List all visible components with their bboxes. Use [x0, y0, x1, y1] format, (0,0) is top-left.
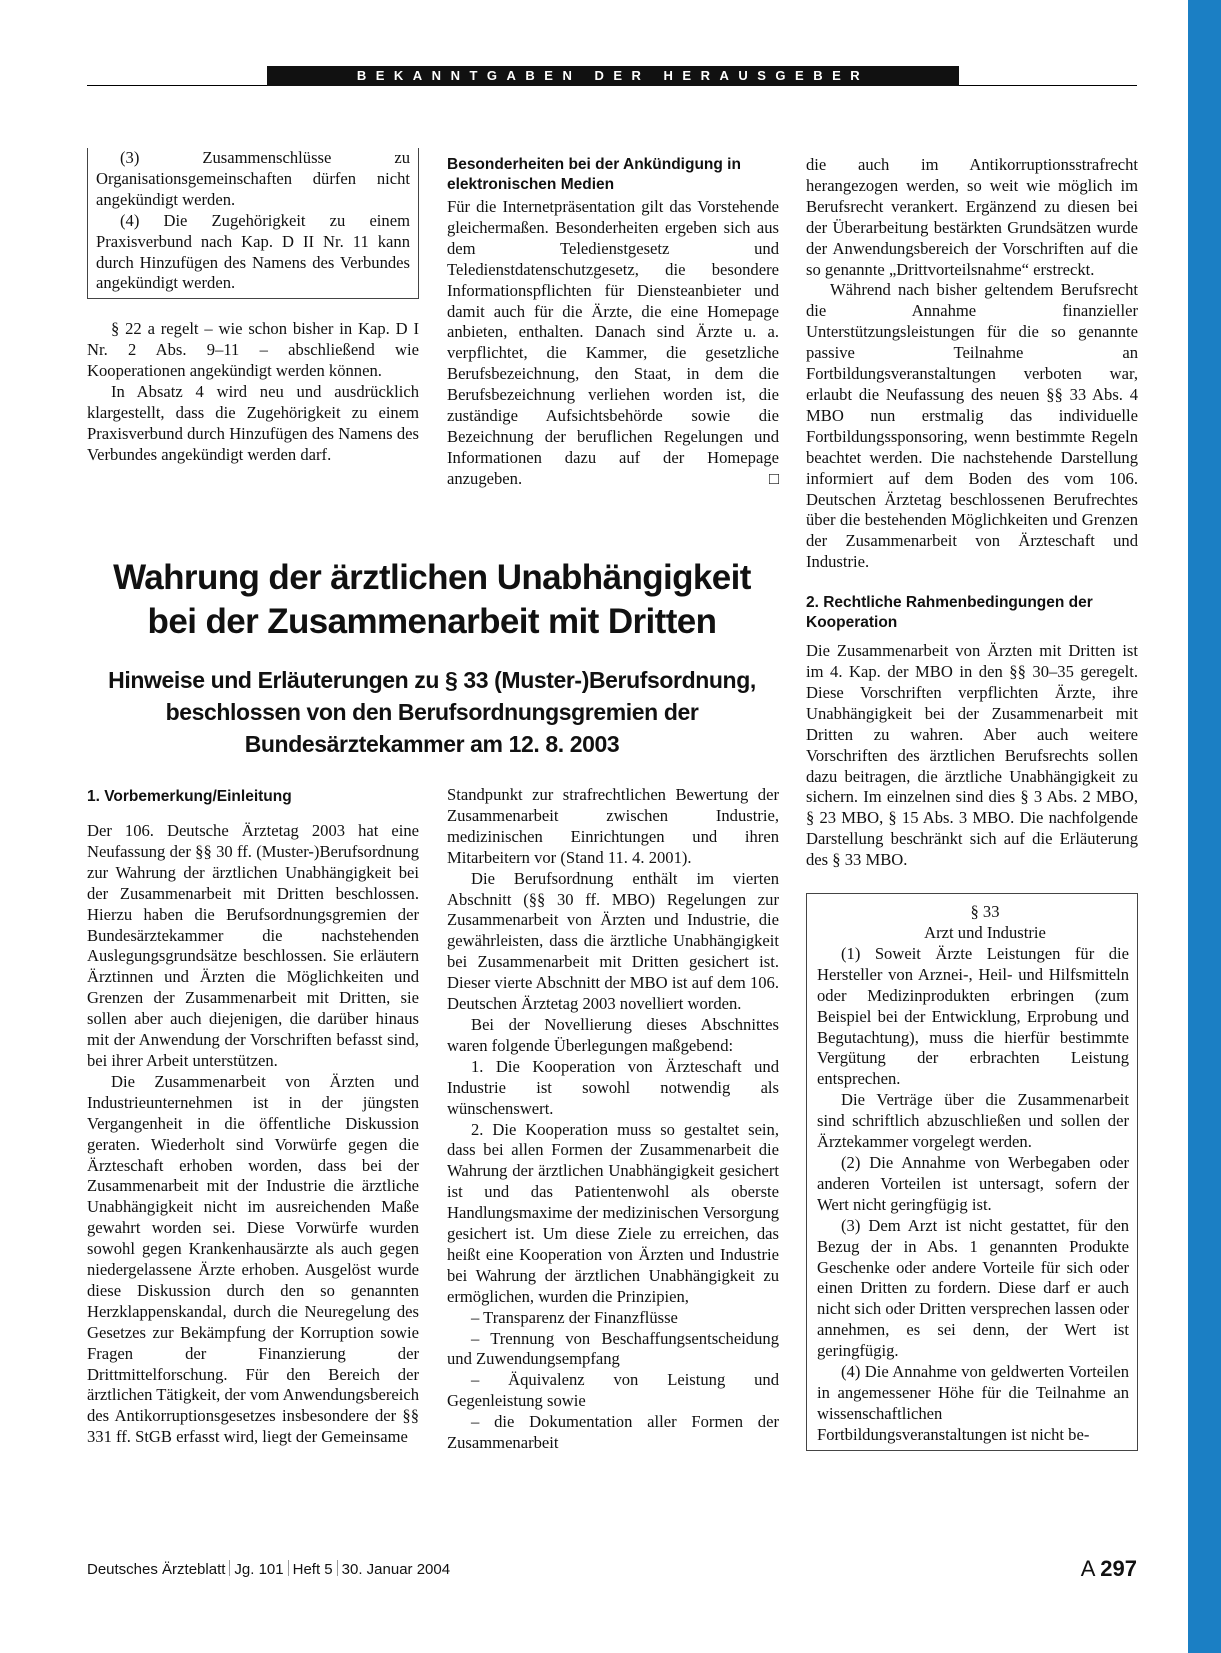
column-2 — [447, 785, 779, 1454]
body-paragraph: Der 106. Deutsche Ärztetag 2003 hat eine Neufassung der §§ 30 ff. (Muster-)Berufsordnung zur Wahrung der ärztlichen Unabhängigkeit bei der Zusammenarbeit mit Dritten beschlossen. Hierzu haben die Berufsordnungsgremien der Bundesärztekammer die nachstehenden Auslegungsgrundsätze beschlossen. Sie erläutern Ärztinnen und Ärzten die Möglichkeiten und Grenzen der Zusammenarbeit mit Dritten, sie sollen aber auch diejenigen, die darüber hinaus mit der Anwendung der Vorschriften befasst sind, bei ihrer Arbeit unterstützen. — [87, 821, 419, 1070]
list-item: – die Dokumentation aller Formen der Zusammenarbeit — [447, 1412, 779, 1453]
body-paragraph: In Absatz 4 wird neu und ausdrücklich klargestellt, dass die Zugehörigkeit zu einem Praxisverbund durch Hinzufügen des Namens des Verbundes angekündigt werden darf. — [87, 382, 419, 464]
quoted-rule-box — [87, 148, 419, 299]
page-prefix: A — [1080, 1556, 1095, 1581]
law-text-box — [806, 893, 1138, 1451]
journal-citation — [87, 1560, 450, 1578]
column-1 — [87, 787, 419, 1448]
law-paragraph: (1) Soweit Ärzte Leistungen für die Hersteller von Arznei-, Heil- und Hilfsmitteln oder Medizinprodukten erbringen (zum Beispiel bei der Entwicklung, Erprobung und Begutachtung), muss die hierfür bestimmte Vergütung der erbrachten Leistung entsprechen. — [817, 943, 1129, 1089]
section-header — [87, 66, 1137, 86]
footer-separator — [229, 1560, 230, 1576]
law-paragraph: (4) Die Annahme von geldwerten Vorteilen in angemessener Höhe für die Teilnahme an wissenschaftlichen Fortbildungsveranstaltungen ist nicht be- — [817, 1362, 1129, 1444]
quote-paragraph: (3) Zusammenschlüsse zu Organisationsgemeinschaften dürfen nicht angekündigt werden. — [96, 148, 410, 209]
list-item: – Transparenz der Finanzflüsse — [471, 1307, 678, 1327]
journal-issue: Heft 5 — [292, 1561, 333, 1578]
page-number — [1081, 1556, 1137, 1582]
article-subtitle: Hinweise und Erläuterungen zu § 33 (Muster-)Berufsordnung, beschlossen von den Berufsordnungsgremien der Bundesärztekammer am 12. 8. 2003 — [108, 667, 756, 757]
section-heading: 1. Vorbemerkung/Einleitung — [87, 788, 292, 805]
list-item: – Trennung von Beschaffungsentscheidung und Zuwendungsempfang — [447, 1328, 779, 1369]
journal-date: 30. Januar 2004 — [341, 1561, 451, 1578]
paragraph-number: § 33 — [970, 902, 1000, 922]
body-paragraph: Während nach bisher geltendem Berufsrecht die Annahme finanzieller Unterstützungsleistungen für die so genannte passive Teilnahme an Fortbildungsveranstaltungen verboten war, erlaubt die Neufassung des neuen §§ 33 Abs. 4 MBO nun erstmalig das individuelle Fortbildungssponsoring, wenn bestimmte Regeln beachtet werden. Die nachstehende Darstellung informiert auf dem Boden des vom 106. Deutschen Ärztetag beschlossenen Berufrechtes über die bestehenden Möglichkeiten und Grenzen der Zusammenarbeit von Ärzteschaft und Industrie. — [806, 280, 1138, 572]
body-paragraph: § 22 a regelt – wie schon bisher in Kap. D I Nr. 2 Abs. 9–11 – abschließend wie Kooperationen angekündigt werden können. — [87, 319, 419, 381]
body-paragraph: Die Zusammenarbeit von Ärzten und Industrieunternehmen ist in der jüngsten Vergangenheit in die öffentliche Diskussion geraten. Wiederholt sind Vorwürfe gegen die Ärzteschaft erhoben worden, dass bei der Zusammenarbeit mit der Industrie die ärztliche Unabhängigkeit nicht im ausreichenden Maße gewahrt worden sei. Diese Vorwürfe wurden sowohl gegen Krankenhausärzte als auch gegen niedergelassene Ärzte erhoben. Ausgelöst wurde diese Diskussion durch den so genannten Herzklappenskandal, durch die Neuregelung des Gesetzes zur Bekämpfung der Korruption sowie Fragen der Finanzierung der Drittmittelforschung. Für den Bereich der ärztlichen Tätigkeit, der vom Anwendungsbereich des Antikorruptionsgesetzes insbesondere der §§ 331 ff. StGB erfasst wird, liegt der Gemeinsame — [87, 1071, 419, 1447]
list-item: 1. Die Kooperation von Ärzteschaft und Industrie ist sowohl notwendig als wünschenswert. — [447, 1056, 779, 1118]
edge-color-bar — [1188, 0, 1221, 1653]
page-number-value: 297 — [1100, 1556, 1137, 1581]
paragraph-title: Arzt und Industrie — [924, 923, 1046, 942]
body-paragraph: die auch im Antikorruptionsstrafrecht herangezogen werden, so weit wie möglich im Berufsrecht verankert. Ergänzend zu diesen bei der Überarbeitung bestärkten Grundsätzen wurde der Anwendungsbereich der Vorschriften auf die so genannte „Drittvorteilsnahme“ erstreckt. — [806, 155, 1138, 279]
journal-volume: Jg. 101 — [234, 1561, 284, 1578]
end-mark: □ — [768, 468, 779, 488]
paragraph-text: Für die Internetpräsentation gilt das Vorstehende gleichermaßen. Besonderheiten ergeben sich aus dem Teledienstgesetz und Teledienstdatenschutzgesetz, die besondere Informationspflichten für Diensteanbieter und damit auch für die Ärzte, die eine Homepage anbieten, enthalten. Danach sind Ärzte u. a. verpflichtet, die Kammer, die gesetzliche Berufsbezeichnung, den Staat, in dem die Berufsbezeichnung verliehen worden ist, die zuständige Aufsichtsbehörde sowie die Bezeichnung der beruflichen Regelungen und Informationen dazu auf der Homepage anzugeben. — [447, 197, 779, 488]
section-heading: 2. Rechtliche Rahmenbedingungen der Kooperation — [806, 594, 1093, 632]
top-left-column — [87, 148, 419, 466]
article-title: Wahrung der ärztlichen Unabhängigkeit bei der Zusammenarbeit mit Dritten — [113, 558, 751, 641]
footer-separator — [337, 1560, 338, 1576]
body-paragraph: Die Berufsordnung enthält im vierten Abschnitt (§§ 30 ff. MBO) Regelungen zur Zusammenarbeit von Ärzten und Industrie, die gewährleisten, dass die ärztliche Unabhängigkeit bei Zusammenarbeit mit Dritten gesichert ist. Dieser vierte Abschnitt der MBO ist auf dem 106. Deutschen Ärztetag 2003 novelliert worden. — [447, 868, 779, 1014]
law-paragraph: Die Verträge über die Zusammenarbeit sind schriftlich abzuschließen und sollen der Ärztekammer vorgelegt werden. — [817, 1090, 1129, 1152]
body-paragraph — [447, 197, 779, 490]
footer-separator — [288, 1560, 289, 1576]
journal-name: Deutsches Ärzteblatt — [87, 1561, 226, 1578]
section-heading: Besonderheiten bei der Ankündigung in elektronischen Medien — [447, 156, 741, 193]
body-paragraph: Bei der Novellierung dieses Abschnittes waren folgende Überlegungen maßgebend: — [447, 1014, 779, 1055]
page-footer — [87, 1556, 1137, 1586]
list-item: – Äquivalenz von Leistung und Gegenleistung sowie — [447, 1370, 779, 1411]
section-label: BEKANNTGABEN DER HERAUSGEBER — [267, 66, 959, 86]
column-3 — [806, 155, 1138, 1451]
list-item: 2. Die Kooperation muss so gestaltet sein, dass bei allen Formen der Zusammenarbeit die Wahrung der ärztlichen Unabhängigkeit gesichert ist und das Patientenwohl als oberste Handlungsmaxime der medizinischen Versorgung gesichert ist. Um diese Ziele zu erreichen, das heißt eine Kooperation von Ärzten und Industrie bei Wahrung der ärztlichen Unabhängigkeit zu ermöglichen, wurden die Prinzipien, — [447, 1119, 779, 1306]
law-paragraph: (3) Dem Arzt ist nicht gestattet, für den Bezug der in Abs. 1 genannten Produkte Geschenke oder andere Vorteile für sich oder einen Dritten zu fordern. Diese darf er auch nicht sich oder Dritten versprechen lassen oder annehmen, es sei denn, der Wert ist geringfügig. — [817, 1215, 1129, 1361]
body-paragraph: Standpunkt zur strafrechtlichen Bewertung der Zusammenarbeit zwischen Industrie, medizinischen Einrichtungen und ihren Mitarbeitern vor (Stand 11. 4. 2001). — [447, 785, 779, 867]
law-paragraph: (2) Die Annahme von Werbegaben oder anderen Vorteilen ist untersagt, sofern der Wert nicht geringfügig ist. — [817, 1152, 1129, 1214]
quote-paragraph: (4) Die Zugehörigkeit zu einem Praxisverbund nach Kap. D II Nr. 11 kann durch Hinzufügen des Namens des Verbundes angekündigt werden. — [96, 210, 410, 293]
body-paragraph: Die Zusammenarbeit von Ärzten mit Dritten ist im 4. Kap. der MBO in den §§ 30–35 geregelt. Diese Vorschriften verpflichten Ärzte, ihre Unabhängigkeit bei der Zusammenarbeit mit Dritten zu wahren. Aber auch weitere Vorschriften des ärztlichen Berufsrechts sollen dazu beitragen, die ärztliche Unabhängigkeit zu sichern. Im einzelnen sind dies § 3 Abs. 2 MBO, § 23 MBO, § 15 Abs. 3 MBO. Die nachfolgende Darstellung beschränkt sich auf die Erläuterung des § 33 MBO. — [806, 641, 1138, 870]
top-middle-column — [447, 155, 779, 490]
